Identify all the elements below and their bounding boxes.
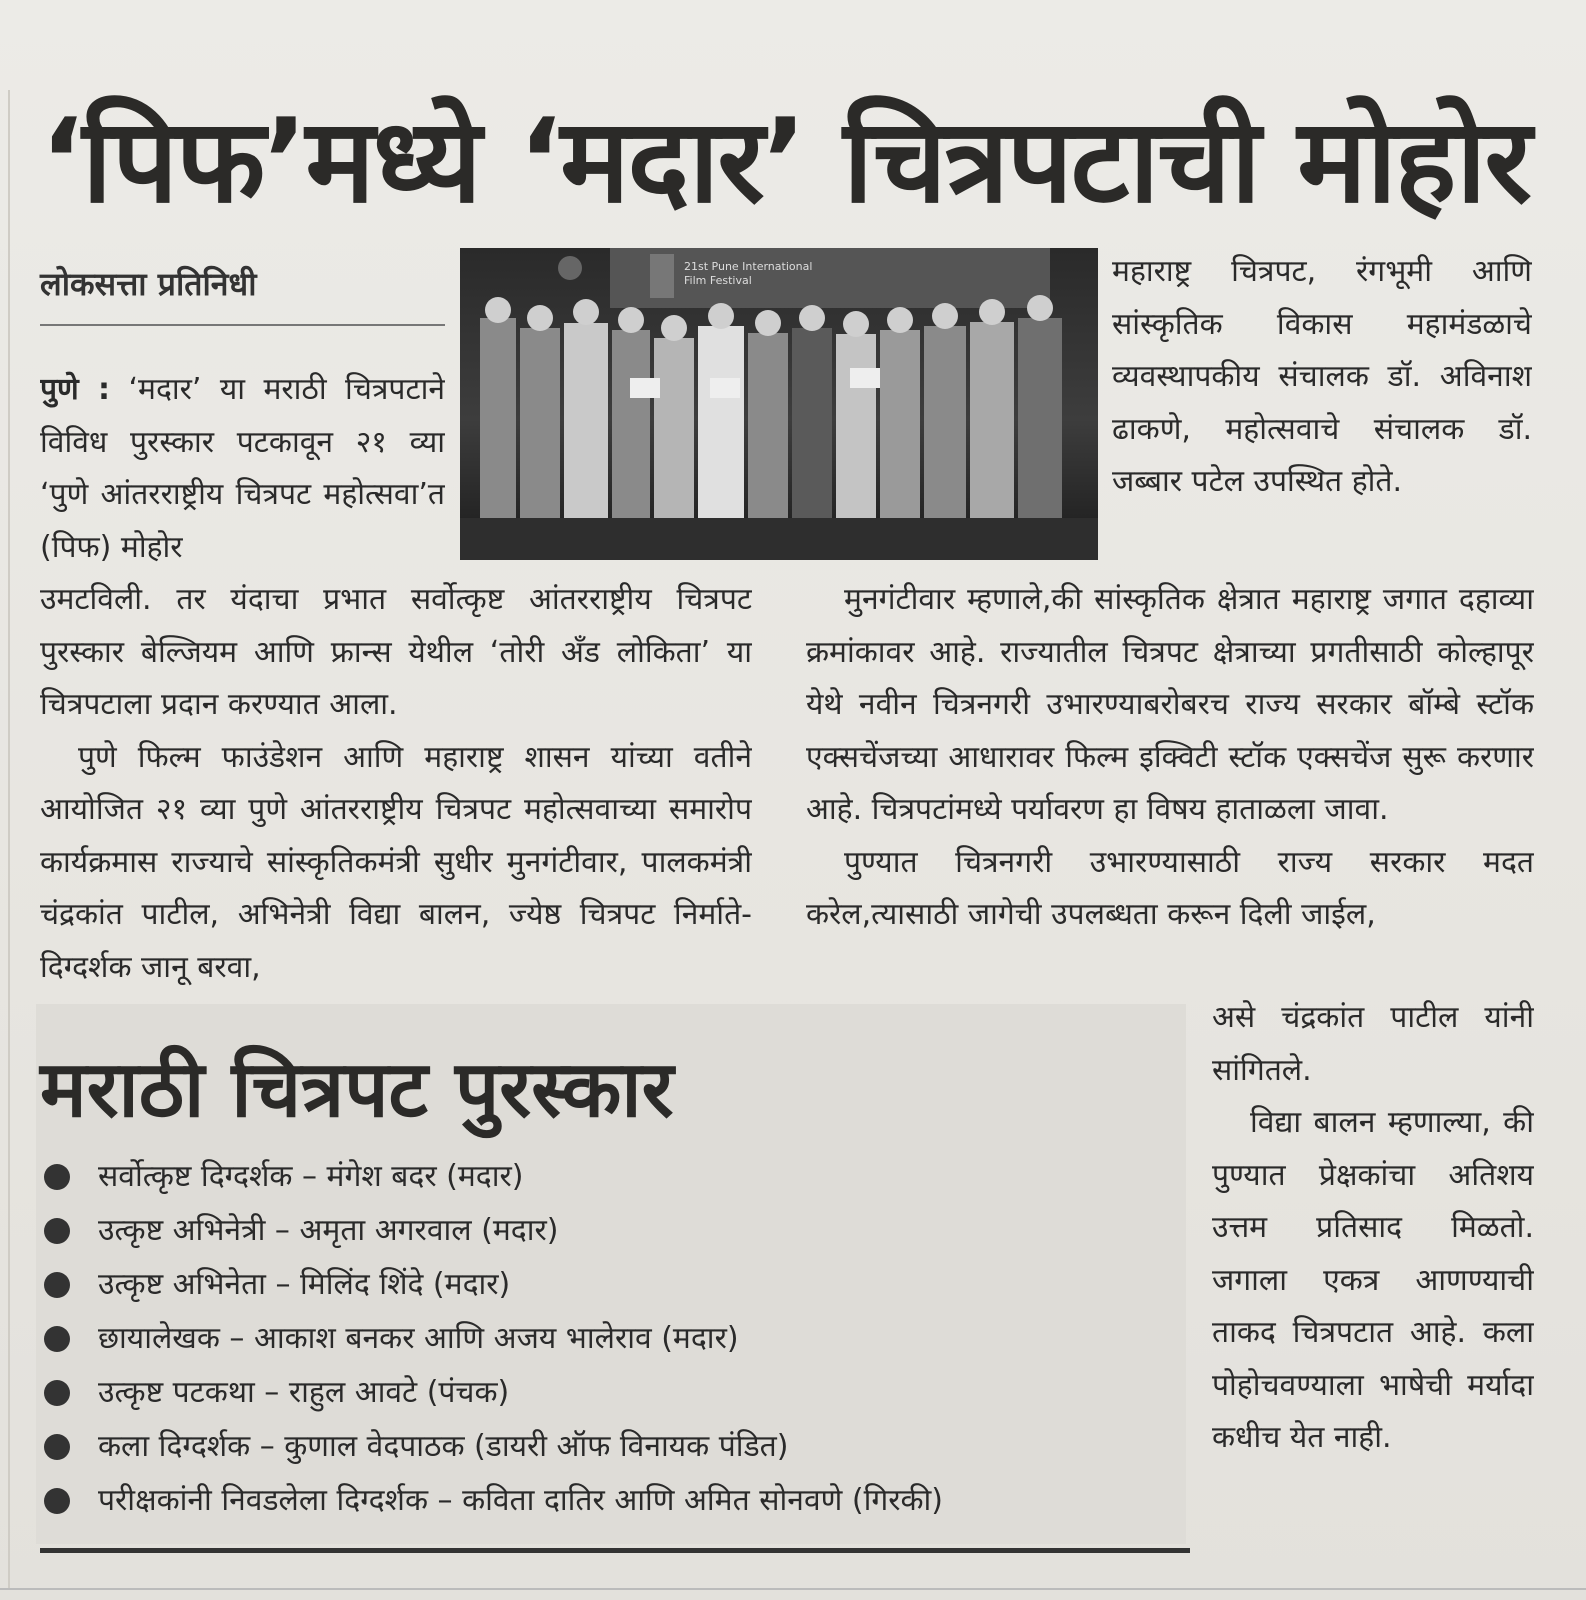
bullet-icon: [44, 1218, 70, 1244]
event-photo: [460, 248, 1098, 560]
awards-title: मराठी चित्रपट पुरस्कार: [40, 1045, 674, 1135]
award-item: [40, 1420, 1190, 1474]
award-item: [40, 1312, 1190, 1366]
article-left-top-column: [40, 364, 445, 574]
article-narrow-column: [1212, 992, 1534, 1572]
bullet-icon: [44, 1272, 70, 1298]
article-left-column: [40, 574, 752, 994]
award-text: कला दिग्दर्शक – कुणाल वेदपाठक (डायरी ऑफ विनायक पंडित): [98, 1429, 789, 1464]
article-right-column: [806, 574, 1534, 994]
headline: ‘पिफ’मध्ये ‘मदार’ चित्रपटाची मोहोर: [40, 94, 1530, 229]
award-item: [40, 1150, 1190, 1204]
bullet-icon: [44, 1164, 70, 1190]
award-ceremony-photo: [460, 248, 1098, 560]
award-text: उत्कृष्ट पटकथा – राहुल आवटे (पंचक): [98, 1375, 510, 1410]
article-paragraph-1-continued: उमटविली. तर यंदाचा प्रभात सर्वोत्कृष्ट आंतरराष्ट्रीय चित्रपट पुरस्कार बेल्जियम आणि फ्रान्स येथील ‘तोरी अँड लोकिता’ या चित्रपटाला प्रदान करण्यात आला.: [40, 582, 752, 722]
award-text: सर्वोत्कृष्ट दिग्दर्शक – मंगेश बदर (मदार): [98, 1159, 524, 1194]
page-bottom-rule: [0, 1588, 1586, 1590]
awards-bottom-rule: [40, 1548, 1190, 1553]
banner-text-line1: 21st Pune International: [684, 260, 813, 273]
article-paragraph-4-continued: असे चंद्रकांत पाटील यांनी सांगितले.: [1212, 1000, 1534, 1088]
award-item: [40, 1258, 1190, 1312]
bullet-icon: [44, 1380, 70, 1406]
byline: लोकसत्ता प्रतिनिधी: [40, 265, 257, 303]
award-item: [40, 1474, 1190, 1528]
article-lead-text: ‘मदार’ या मराठी चित्रपटाने विविध पुरस्कार पटकावून २१ व्या ‘पुणे आंतरराष्ट्रीय चित्रपट महोत्सवा’त (पिफ) मोहोर: [40, 372, 445, 565]
article-paragraph-2-continued: महाराष्ट्र चित्रपट, रंगभूमी आणि सांस्कृतिक विकास महामंडळाचे व्यवस्थापकीय संचालक डॉ. अविनाश ढाकणे, महोत्सवाचे संचालक डॉ. जब्बार पटेल उपस्थित होते.: [1112, 254, 1532, 499]
dateline-place: पुणे :: [40, 372, 111, 407]
bullet-icon: [44, 1326, 70, 1352]
bullet-icon: [44, 1434, 70, 1460]
award-text: उत्कृष्ट अभिनेत्री – अमृता अगरवाल (मदार): [98, 1213, 559, 1248]
article-paragraph-4: पुण्यात चित्रनगरी उभारण्यासाठी राज्य सरकार मदत करेल,त्यासाठी जागेची उपलब्धता करून दिली जाईल,: [806, 844, 1534, 932]
article-paragraph-3: मुनगंटीवार म्हणाले,की सांस्कृतिक क्षेत्रात महाराष्ट्र जगात दहाव्या क्रमांकावर आहे. राज्यातील चित्रपट क्षेत्राच्या प्रगतीसाठी कोल्हापूर येथे नवीन चित्रनगरी उभारण्याबरोबरच राज्य सरकार बॉम्बे स्टॉक एक्सचेंजच्या आधारावर फिल्म इक्विटी स्टॉक एक्सचेंज सुरू करणार आहे. चित्रपटांमध्ये पर्यावरण हा विषय हाताळला जावा.: [806, 582, 1534, 827]
award-text: परीक्षकांनी निवडलेला दिग्दर्शक – कविता दातिर आणि अमित सोनवणे (गिरकी): [98, 1483, 944, 1518]
bullet-icon: [44, 1488, 70, 1514]
byline-rule: [40, 324, 445, 326]
page-fold-line: [8, 90, 10, 1590]
award-item: [40, 1204, 1190, 1258]
award-text: उत्कृष्ट अभिनेता – मिलिंद शिंदे (मदार): [98, 1267, 511, 1302]
banner-text-line2: Film Festival: [684, 274, 752, 287]
award-item: [40, 1366, 1190, 1420]
awards-list: [40, 1150, 1190, 1528]
article-paragraph-5: विद्या बालन म्हणाल्या, की पुण्यात प्रेक्षकांचा अतिशय उत्तम प्रतिसाद मिळतो. जगाला एकत्र आणण्याची ताकद चित्रपटात आहे. कला पोहोचवण्याला भाषेची मर्यादा कधीच येत नाही.: [1212, 1105, 1534, 1455]
article-paragraph-2: पुणे फिल्म फाउंडेशन आणि महाराष्ट्र शासन यांच्या वतीने आयोजित २१ व्या पुणे आंतरराष्ट्रीय चित्रपट महोत्सवाच्या समारोप कार्यक्रमास राज्याचे सांस्कृतिकमंत्री सुधीर मुनगंटीवार, पालकमंत्री चंद्रकांत पाटील, अभिनेत्री विद्या बालन, ज्येष्ठ चित्रपट निर्माते- दिग्दर्शक जानू बरवा,: [40, 739, 752, 985]
article-right-top-column: [1112, 246, 1532, 566]
award-text: छायालेखक – आकाश बनकर आणि अजय भालेराव (मदार): [98, 1321, 739, 1356]
